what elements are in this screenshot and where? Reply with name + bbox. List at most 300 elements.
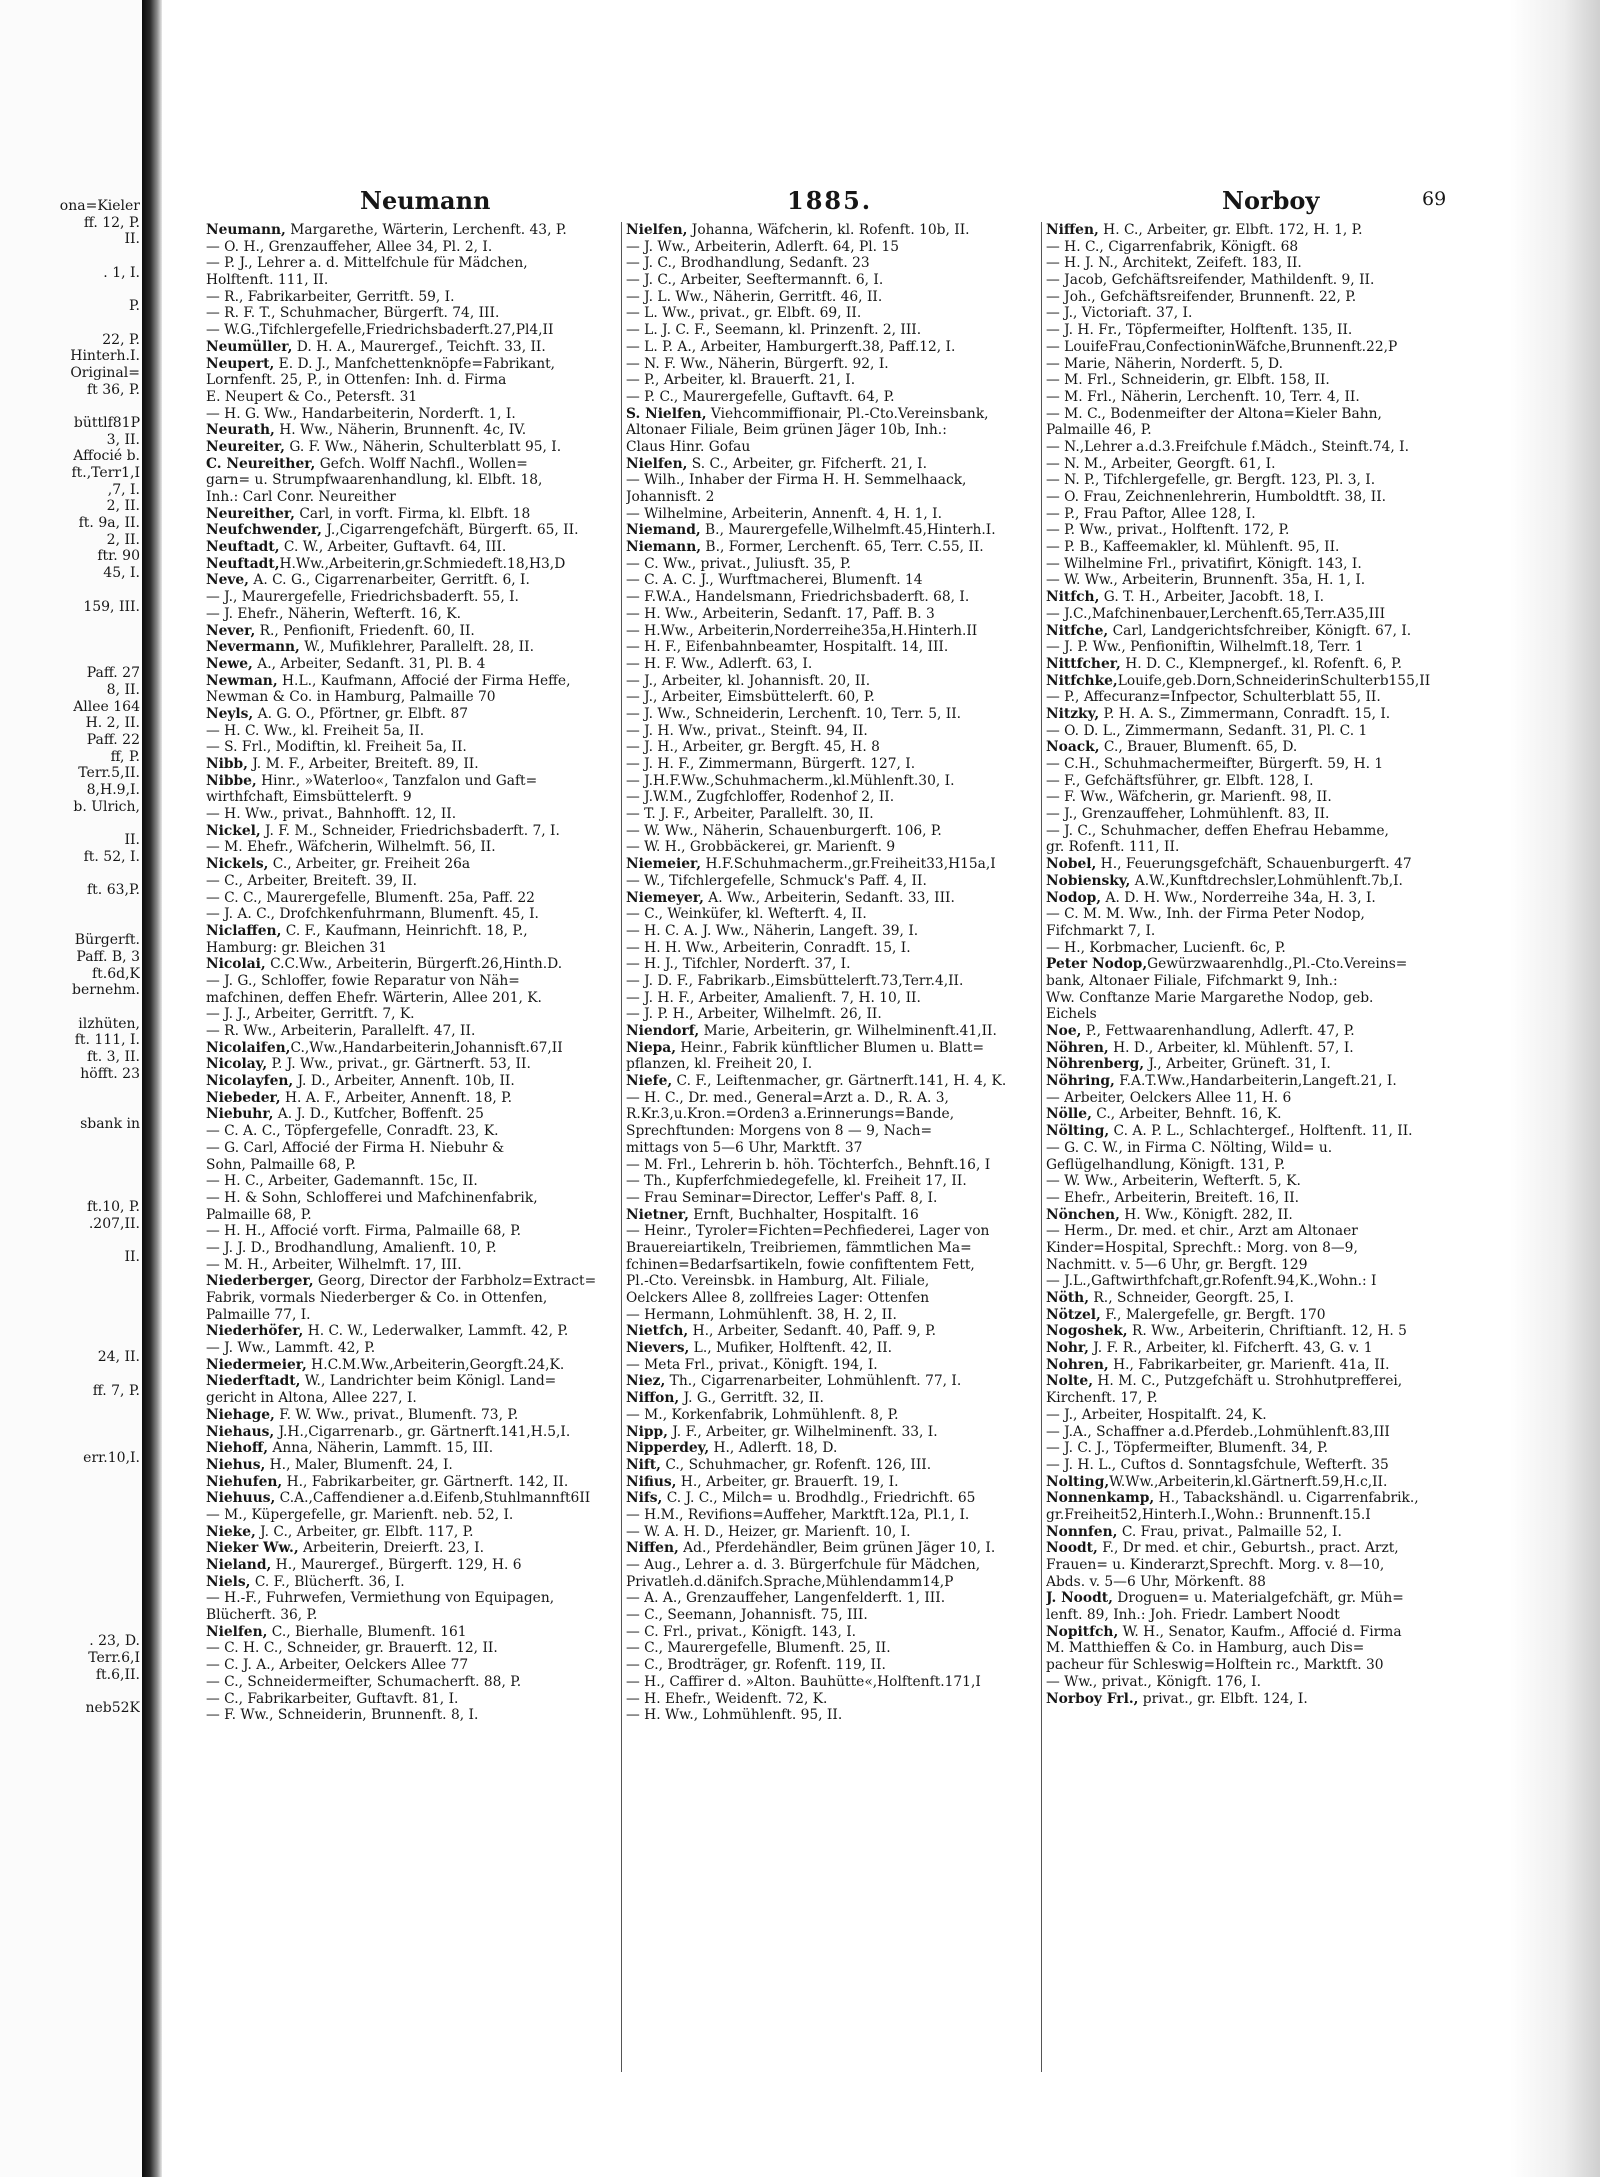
directory-entry-line: — M., Küpergefelle, gr. Marienft. neb. 52, I. — [206, 1506, 514, 1523]
directory-entry-line: — H. Ww., privat., Bahnhofft. 12, II. — [206, 806, 457, 823]
directory-entry-line: Frauen= u. Kinderarzt,Sprechft. Morg. v. 8—10, — [1046, 1557, 1385, 1573]
margin-fragment: Terr.5,II. — [78, 765, 140, 782]
directory-entry-line: garn= u. Strumpfwaarenhandlung, kl. Elbft. 18, — [206, 472, 543, 489]
directory-entry-line: Niendorf, Marie, Arbeiterin, gr. Wilhelminenft.41,II. — [626, 1023, 997, 1039]
directory-entry-line: Nietner, Ernft, Buchhalter, Hospitalft. 16 — [626, 1206, 919, 1223]
directory-entry-line: — Wilhelmine Frl., privatifirt, Königft. 143, I. — [1046, 555, 1362, 572]
directory-entry-line: Nöhring, F.A.T.Ww.,Handarbeiterin,Langeft.21, I. — [1046, 1073, 1397, 1090]
directory-entry-line: Norboy Frl., privat., gr. Elbft. 124, I. — [1046, 1690, 1308, 1707]
directory-entry-line: — Meta Frl., privat., Königft. 194, I. — [626, 1356, 878, 1373]
directory-entry-line: Inh.: Carl Conr. Neureither — [206, 489, 396, 505]
directory-entry-line: — H. F., Eifenbahnbeamter, Hospitalft. 14, III. — [626, 639, 949, 656]
margin-fragment: II. — [124, 832, 140, 849]
margin-fragment: 2, II. — [106, 531, 140, 548]
directory-entry-line: Geflügelhandlung, Königft. 131, P. — [1046, 1156, 1286, 1173]
directory-entry-line: Nietfch, H., Arbeiter, Sedanft. 40, Paff. 9, P. — [626, 1323, 936, 1340]
margin-fragment — [0, 1183, 140, 1200]
directory-entry-line: — P., Arbeiter, kl. Brauerft. 21, I. — [626, 372, 856, 389]
directory-entry-line: Nitfche, Carl, Landgerichtsfchreiber, Königft. 67, I. — [1046, 622, 1412, 639]
margin-fragment — [0, 1416, 140, 1433]
directory-entry-line: Niez, Th., Cigarrenarbeiter, Lohmühlenft. 77, I. — [626, 1373, 962, 1390]
directory-entry-line: — H. C. Ww., kl. Freiheit 5a, II. — [206, 722, 425, 739]
margin-fragment — [0, 1149, 140, 1166]
directory-entry-line: Holftenft. 111, II. — [206, 272, 329, 289]
directory-entry-line: Neyls, A. G. O., Pförtner, gr. Elbft. 87 — [206, 705, 469, 722]
directory-entry-line: — H.Ww., Arbeiterin,Norderreihe35a,H.Hinterh.II — [626, 622, 978, 639]
directory-entry-line: — C., Fabrikarbeiter, Guftavft. 81, I. — [206, 1690, 459, 1707]
directory-entry-line: — J. J., Arbeiter, Gerritft. 7, K. — [206, 1006, 415, 1023]
margin-fragment: ft. 9a, II. — [78, 515, 140, 532]
directory-entry-line: — S. Frl., Modiftin, kl. Freiheit 5a, II. — [206, 739, 467, 756]
directory-entry-line: Niehage, F. W. Ww., privat., Blumenft. 73, P. — [206, 1406, 519, 1423]
directory-entry-line: — H. Ww., Arbeiterin, Sedanft. 17, Paff. B. 3 — [626, 605, 935, 622]
directory-entry-line: Nift, C., Schuhmacher, gr. Rofenft. 126, III. — [626, 1456, 932, 1473]
directory-entry-line: Nielfen, S. C., Arbeiter, gr. Fifcherft. 21, I. — [626, 455, 928, 472]
directory-entry-line: fchinen=Bedarfsartikeln, fowie confiftentem Fett, — [626, 1256, 975, 1273]
directory-entry-line: — C., Brodträger, gr. Rofenft. 119, II. — [626, 1657, 886, 1674]
directory-entry-line: Newe, A., Arbeiter, Sedanft. 31, Pl. B. 4 — [206, 655, 486, 672]
directory-entry-line: Nicolai, C.C.Ww., Arbeiterin, Bürgerft.26,Hinth.D. — [206, 956, 563, 973]
directory-entry-line: — P. J., Lehrer a. d. Mittelfchule für Mädchen, — [206, 255, 528, 272]
directory-entry-line: Fabrik, vormals Niederberger & Co. in Ottenfen, — [206, 1290, 548, 1306]
directory-entry-line: Privatleh.d.dänifch.Sprache,Mühlendamm14,P — [626, 1573, 954, 1590]
margin-fragment: Hinterh.I. — [70, 348, 140, 365]
margin-fragment — [0, 1400, 140, 1417]
page-header — [162, 186, 1600, 216]
directory-entry-line: Nittfcher, H. D. C., Klempnergef., kl. Rofenft. 6, P. — [1046, 655, 1403, 672]
directory-entry-line: Niffon, J. G., Gerritft. 32, II. — [626, 1390, 824, 1407]
directory-entry-line: Nohr, J. F. R., Arbeiter, kl. Fifcherft. 43, G. v. 1 — [1046, 1340, 1373, 1357]
directory-entry-line: — J. Ehefr., Näherin, Wefterft. 16, K. — [206, 605, 461, 622]
directory-entry-line: — M., Korkenfabrik, Lohmühlenft. 8, P. — [626, 1406, 899, 1423]
margin-fragment — [0, 615, 140, 632]
margin-fragment — [0, 649, 140, 666]
directory-entry-line: Nipp, J. F., Arbeiter, gr. Wilhelminenft. 33, I. — [626, 1423, 938, 1440]
directory-entry-line: Nifs, C. J. C., Milch= u. Brodhdlg., Friedrichft. 65 — [626, 1490, 976, 1507]
directory-entry-line: — J. H. F., Arbeiter, Amalienft. 7, H. 10, II. — [626, 989, 921, 1006]
margin-fragment — [0, 1099, 140, 1116]
directory-entry-line: R.Kr.3,u.Kron.=Orden3 a.Erinnerungs=Bande, — [626, 1106, 955, 1123]
directory-entry-line: — N. P., Tifchlergefelle, gr. Bergft. 123, Pl. 3, I. — [1046, 472, 1376, 489]
margin-fragment: Allee 164 — [73, 698, 140, 715]
directory-entry-line: Niffen, H. C., Arbeiter, gr. Elbft. 172, H. 1, P. — [1046, 222, 1363, 238]
directory-entry-line: S. Nielfen, Viehcommiffionair, Pl.-Cto.Vereinsbank, — [626, 405, 989, 422]
directory-entry-line: Nölle, C., Arbeiter, Behnft. 16, K. — [1046, 1106, 1282, 1123]
directory-entry-line: — P., Affecuranz=Infpector, Schulterblatt 55, II. — [1046, 689, 1381, 706]
directory-entry-line: Newman & Co. in Hamburg, Palmaille 70 — [206, 689, 496, 706]
directory-entry-line: — H. C. A. J. Ww., Näherin, Langeft. 39, I. — [626, 922, 919, 939]
margin-fragment — [0, 315, 140, 332]
directory-entry-line: — J. Ww., Schneiderin, Lerchenft. 10, Terr. 5, II. — [626, 705, 962, 722]
margin-fragment: H. 2, II. — [85, 715, 140, 732]
directory-entry-line: — J., Arbeiter, kl. Johannisft. 20, II. — [626, 672, 871, 689]
directory-entry-line: Niemeyer, A. Ww., Arbeiterin, Sedanft. 33, III. — [626, 889, 955, 906]
margin-fragment: b. Ulrich, — [73, 798, 140, 815]
directory-entry-line: — M. C., Bodenmeifter der Altona=Kieler Bahn, — [1046, 405, 1382, 422]
directory-entry-line: — P. Ww., privat., Holftenft. 172, P. — [1046, 522, 1290, 539]
margin-fragment: Paff. 22 — [86, 732, 140, 748]
directory-entry-line: — Wilh., Inhaber der Firma H. H. Semmelhaack, — [626, 472, 967, 489]
directory-entry-line: — H. C., Dr. med., General=Arzt a. D., R. A. 3, — [626, 1089, 949, 1106]
directory-entry-line: Neureiter, G. F. Ww., Näherin, Schulterblatt 95, I. — [206, 438, 562, 455]
directory-entry-line: — M. Frl., Schneiderin, gr. Elbft. 158, II. — [1046, 372, 1330, 389]
directory-entry-line: — F. Ww., Wäfcherin, gr. Marienft. 98, II. — [1046, 789, 1332, 806]
margin-fragment: ft.6,II. — [95, 1666, 140, 1683]
margin-fragment — [0, 899, 140, 916]
directory-entry-line: — H. J. N., Architekt, Zeifeft. 183, II. — [1046, 255, 1302, 272]
margin-fragment — [0, 1433, 140, 1450]
directory-entry-line: — J. Ww., Arbeiterin, Adlerft. 64, Pl. 15 — [626, 238, 900, 255]
directory-entry-line: Nolting,W.Ww.,Arbeiterin,kl.Gärtnerft.59,H.c,II. — [1046, 1473, 1388, 1490]
directory-entry-line: Newman, H.L., Kaufmann, Affocié der Firma Heffe, — [206, 672, 571, 689]
directory-entry-line: Nevermann, W., Mufiklehrer, Parallelft. 28, II. — [206, 639, 534, 656]
directory-entry-line: — J., Victoriaft. 37, I. — [1046, 305, 1193, 322]
directory-entry-line: Nonnfen, C. Frau, privat., Palmaille 52, I. — [1046, 1523, 1342, 1540]
directory-entry-line: gr.Freiheit52,Hinterh.I.,Wohn.: Brunnenft.15.I — [1046, 1506, 1371, 1523]
page-number: 69 — [1422, 188, 1447, 210]
directory-entry-line: Nachmitt. v. 5—6 Uhr, gr. Bergft. 129 — [1046, 1256, 1308, 1273]
margin-fragment: ft. 111, I. — [74, 1032, 140, 1049]
directory-entry-line: E. Neupert & Co., Petersft. 31 — [206, 388, 418, 405]
margin-fragment: Terr.6,I — [88, 1649, 140, 1666]
directory-entry-line: — L. Ww., privat., gr. Elbft. 69, II. — [626, 305, 862, 322]
left-page-edge — [0, 0, 142, 2177]
directory-entry-line: — J. C. J., Töpfermeifter, Blumenft. 34, P. — [1046, 1440, 1329, 1457]
directory-entry-line: — J. A. C., Drofchkenfuhrmann, Blumenft. 45, I. — [206, 906, 539, 923]
directory-entry-line: — C. A. C., Töpfergefelle, Conradft. 23, K. — [206, 1123, 499, 1140]
directory-entry-line: — H. H. Ww., Arbeiterin, Conradft. 15, I. — [626, 939, 911, 956]
margin-fragment — [0, 1333, 140, 1350]
directory-entry-line: — J. P. H., Arbeiter, Wilhelmft. 26, II. — [626, 1006, 882, 1023]
directory-entry-line: — H. Ww., Lohmühlenft. 95, II. — [626, 1707, 843, 1724]
directory-column-3 — [1046, 222, 1458, 2082]
margin-fragment — [0, 999, 140, 1016]
directory-entry-line: Niefe, C. F., Leiftenmacher, gr. Gärtnerft.141, H. 4, K. — [626, 1073, 1007, 1090]
directory-entry-line: Niehufen, H., Fabrikarbeiter, gr. Gärtnerft. 142, II. — [206, 1473, 569, 1490]
margin-fragment — [0, 1683, 140, 1700]
directory-entry-line: — L. P. A., Arbeiter, Hamburgerft.38, Paff.12, I. — [626, 338, 956, 355]
directory-entry-line: Nogoshek, R. Ww., Arbeiterin, Chriftianft. 12, H. 5 — [1046, 1323, 1407, 1340]
directory-entry-line: Noack, C., Brauer, Blumenft. 65, D. — [1046, 739, 1298, 756]
directory-entry-line: — W. Ww., Arbeiterin, Wefterft. 5, K. — [1046, 1173, 1301, 1190]
margin-fragment — [0, 1533, 140, 1550]
directory-entry-line: — J.L.,Gaftwirthfchaft,gr.Rofenft.94,K.,Wohn.: I — [1046, 1273, 1377, 1290]
directory-entry-line: Niels, C. F., Blücherft. 36, I. — [206, 1573, 405, 1590]
directory-entry-line: Palmaille 68, P. — [206, 1206, 312, 1223]
directory-entry-line: mittags von 5—6 Uhr, Marktft. 37 — [626, 1139, 863, 1156]
directory-entry-line: — J., Arbeiter, Eimsbüttelerft. 60, P. — [626, 689, 875, 706]
directory-entry-line: lenft. 89, Inh.: Joh. Friedr. Lambert Noodt — [1046, 1607, 1340, 1624]
margin-fragment: ,7, I. — [107, 481, 140, 498]
directory-entry-line: — H. Ehefr., Weidenft. 72, K. — [626, 1690, 828, 1707]
directory-entry-line: M. Matthieffen & Co. in Hamburg, auch Dis= — [1046, 1640, 1365, 1657]
directory-entry-line: — J. P. Ww., Penfioniftin, Wilhelmft.18, Terr. 1 — [1046, 639, 1364, 656]
directory-entry-line: — O. D. L., Zimmermann, Sedanft. 31, Pl. C. 1 — [1046, 722, 1368, 739]
directory-entry-line: — Ehefr., Arbeiterin, Breiteft. 16, II. — [1046, 1189, 1300, 1206]
directory-entry-line: — F.W.A., Handelsmann, Friedrichsbaderft. 68, I. — [626, 589, 970, 606]
margin-fragment — [0, 1233, 140, 1250]
directory-entry-line: — M. Frl., Näherin, Lerchenft. 10, Terr. 4, II. — [1046, 388, 1360, 405]
directory-entry-line: — A. A., Grenzauffeher, Langenfelderft. 1, III. — [626, 1590, 946, 1607]
margin-fragment: ft. 63,P. — [86, 882, 140, 899]
margin-fragment: ft. 3, II. — [86, 1049, 140, 1066]
directory-entry-line: — R., Fabrikarbeiter, Gerritft. 59, I. — [206, 288, 455, 305]
margin-fragment: ft.10, P. — [86, 1199, 140, 1216]
directory-column-2 — [626, 222, 1038, 2082]
directory-entry-line: Niemand, B., Maurergefelle,Wilhelmft.45,Hinterh.I. — [626, 522, 996, 539]
directory-entry-line: Nielfen, C., Bierhalle, Blumenft. 161 — [206, 1623, 467, 1640]
directory-entry-line: pacheur für Schleswig=Holftein rc., Marktft. 30 — [1046, 1657, 1384, 1674]
directory-entry-line: Nöhren, H. D., Arbeiter, kl. Mühlenft. 57, I. — [1046, 1039, 1354, 1056]
directory-entry-line: Noe, P., Fettwaarenhandlung, Adlerft. 47, P. — [1046, 1023, 1355, 1039]
directory-entry-line: Brauereiartikeln, Treibriemen, fämmtlichen Ma= — [626, 1239, 972, 1256]
margin-fragment: neb52K — [85, 1699, 140, 1716]
directory-entry-line: — P., Frau Paftor, Allee 128, I. — [1046, 505, 1256, 522]
directory-entry-line: Nievers, L., Mufiker, Holftenft. 42, II. — [626, 1340, 893, 1357]
directory-entry-line: — C. M. M. Ww., Inh. der Firma Peter Nodop, — [1046, 906, 1365, 923]
margin-fragment — [0, 815, 140, 832]
directory-entry-line: — J. C., Arbeiter, Seeftermannft. 6, I. — [626, 272, 884, 289]
directory-entry-line: Niepa, Heinr., Fabrik künftlicher Blumen u. Blatt= — [626, 1039, 985, 1056]
directory-entry-line: — J. J. D., Brodhandlung, Amalienft. 10, P. — [206, 1239, 497, 1256]
directory-entry-line: Neve, A. C. G., Cigarrenarbeiter, Gerritft. 6, I. — [206, 572, 530, 589]
directory-entry-line: — R. Ww., Arbeiterin, Parallelft. 47, II. — [206, 1023, 476, 1039]
directory-entry-line: — J. H. Fr., Töpfermeifter, Holftenft. 135, II. — [1046, 322, 1353, 339]
directory-entry-line: — W. Ww., Näherin, Schauenburgerft. 106, P. — [626, 822, 942, 839]
directory-entry-line: — C. Ww., privat., Juliusft. 35, P. — [626, 555, 851, 572]
margin-fragment — [0, 916, 140, 933]
directory-entry-line: — M. H., Arbeiter, Wilhelmft. 17, III. — [206, 1256, 462, 1273]
directory-entry-line: Nönchen, H. Ww., Königft. 282, II. — [1046, 1206, 1293, 1223]
directory-entry-line: Nicolaifen,C.,Ww.,Handarbeiterin,Johannisft.67,II — [206, 1039, 563, 1056]
directory-entry-line: Nickel, J. F. M., Schneider, Friedrichsbaderft. 7, I. — [206, 822, 560, 839]
margin-fragment — [0, 398, 140, 415]
column-divider — [621, 222, 622, 2072]
directory-entry-line: Sohn, Palmaille 68, P. — [206, 1156, 356, 1173]
directory-entry-line: — C., Seemann, Johannisft. 75, III. — [626, 1607, 868, 1624]
directory-entry-line: — J. H. L., Cuftos d. Sonntagsfchule, Wefterft. 35 — [1046, 1456, 1389, 1473]
directory-entry-line: Neuftadt,H.Ww.,Arbeiterin,gr.Schmiedeft.18,H3,D — [206, 555, 566, 572]
directory-entry-line: Nopitfch, W. H., Senator, Kaufm., Affocié d. Firma — [1046, 1623, 1402, 1640]
directory-entry-line: Niehus, H., Maler, Blumenft. 24, I. — [206, 1456, 453, 1473]
directory-entry-line: Hamburg: gr. Bleichen 31 — [206, 939, 387, 956]
directory-entry-line: — C. Frl., privat., Königft. 143, I. — [626, 1623, 857, 1640]
margin-fragment: bernehm. — [72, 982, 140, 999]
margin-fragment: 2, II. — [106, 498, 140, 515]
margin-fragment — [0, 1266, 140, 1283]
directory-entry-line: — J. G., Schloffer, fowie Reparatur von Näh= — [206, 972, 520, 989]
margin-fragment — [0, 1583, 140, 1600]
margin-fragment — [0, 1283, 140, 1300]
directory-entry-line: Nibbe, Hinr., »Waterloo«, Tanzfalon und Gaft= — [206, 772, 538, 789]
directory-entry-line: Nibb, J. M. F., Arbeiter, Breiteft. 89, II. — [206, 756, 479, 772]
margin-fragment: .207,II. — [88, 1215, 140, 1232]
directory-entry-line: Niclaffen, C. F., Kaufmann, Heinrichft. 18, P., — [206, 922, 528, 939]
directory-entry-line: Nicolay, P. J. Ww., privat., gr. Gärtnerft. 53, II. — [206, 1056, 531, 1073]
directory-entry-line: — Aug., Lehrer a. d. 3. Bürgerfchule für Mädchen, — [626, 1557, 981, 1573]
directory-entry-line: — O. H., Grenzauffeher, Allee 34, Pl. 2, I. — [206, 238, 493, 255]
directory-entry-line: — W. Ww., Arbeiterin, Brunnenft. 35a, H. 1, I. — [1046, 572, 1366, 589]
margin-fragment: err.10,I. — [83, 1449, 140, 1466]
margin-fragment: 8, II. — [106, 681, 140, 698]
directory-entry-line: — H., Korbmacher, Lucienft. 6c, P. — [1046, 939, 1286, 956]
margin-fragment — [0, 1500, 140, 1517]
margin-fragment: büttlf81P — [73, 414, 140, 431]
directory-entry-line: — C., Schneidermeifter, Schumacherft. 88, P. — [206, 1673, 522, 1690]
directory-entry-line: Kirchenft. 17, P. — [1046, 1390, 1158, 1407]
directory-entry-line: — G. Carl, Affocié der Firma H. Niebuhr & — [206, 1139, 505, 1156]
directory-entry-line: Nobiensky, A.W.,Kunftdrechsler,Lohmühlenft.7b,I. — [1046, 872, 1403, 889]
margin-fragment: Paff. B, 3 — [76, 948, 140, 965]
directory-entry-line: Eichels — [1046, 1006, 1097, 1023]
directory-entry-line: — H.M., Revifions=Auffeher, Marktft.12a, Pl.1, I. — [626, 1506, 970, 1523]
margin-fragment: . 23, D. — [89, 1633, 140, 1650]
directory-entry-line: pflanzen, kl. Freiheit 20, I. — [626, 1056, 813, 1073]
directory-entry-line: Neupert, E. D. J., Manfchettenknöpfe=Fabrikant, — [206, 355, 556, 372]
directory-entry-line: — L. J. C. F., Seemann, kl. Prinzenft. 2, III. — [626, 322, 922, 339]
directory-entry-line: — Heinr., Tyroler=Fichten=Pechfiederei, Lager von — [626, 1223, 990, 1240]
directory-entry-line: — J.C.,Mafchinenbauer,Lerchenft.65,Terr.A35,III — [1046, 605, 1386, 622]
margin-fragment: ft 36, P. — [86, 381, 140, 398]
directory-entry-line: Nickels, C., Arbeiter, gr. Freiheit 26a — [206, 856, 471, 873]
directory-entry-line: Nieker Ww., Arbeiterin, Dreierft. 23, I. — [206, 1540, 484, 1557]
margin-fragment — [0, 1316, 140, 1333]
directory-entry-line: Neuftadt, C. W., Arbeiter, Guftavft. 64, III. — [206, 539, 507, 556]
directory-entry-line: — H. C., Arbeiter, Gademannft. 15c, II. — [206, 1173, 478, 1190]
directory-entry-line: Altonaer Filiale, Beim grünen Jäger 10b, Inh.: — [626, 422, 947, 439]
directory-entry-line: Claus Hinr. Gofau — [626, 438, 751, 455]
directory-entry-line: — C. J. A., Arbeiter, Oelckers Allee 77 — [206, 1657, 469, 1674]
directory-entry-line: Niedermeier, H.C.M.Ww.,Arbeiterin,Georgft.24,K. — [206, 1356, 565, 1373]
directory-entry-line: — P. C., Maurergefelle, Guftavft. 64, P. — [626, 388, 895, 405]
margin-fragment — [0, 1566, 140, 1583]
margin-fragment: 8,H.9,I. — [86, 782, 140, 799]
directory-entry-line: C. Neureither, Gefch. Wolff Nachfl., Wollen= — [206, 455, 528, 472]
directory-entry-line: — LouifeFrau,ConfectioninWäfche,Brunnenft.22,P — [1046, 338, 1398, 355]
directory-entry-line: Never, R., Penfionift, Friedenft. 60, II. — [206, 622, 475, 639]
directory-entry-line: — G. C. W., in Firma C. Nölting, Wild= u. — [1046, 1139, 1333, 1156]
directory-entry-line: Nitfchke,Louife,geb.Dorn,SchneiderinSchulterb155,II — [1046, 672, 1431, 689]
directory-entry-line: — Ww., privat., Königft. 176, I. — [1046, 1673, 1261, 1690]
margin-fragment: 159, III. — [83, 598, 140, 615]
directory-entry-line: — J. L. Ww., Näherin, Gerritft. 46, II. — [626, 288, 883, 305]
directory-entry-line: — J. C., Schuhmacher, deffen Ehefrau Hebamme, — [1046, 822, 1389, 839]
directory-entry-line: Kinder=Hospital, Sprechft.: Morg. von 8—9, — [1046, 1239, 1358, 1256]
directory-entry-line: Nonnenkamp, H., Tabackshändl. u. Cigarrenfabrik., — [1046, 1490, 1419, 1507]
left-page-margin-text — [0, 198, 140, 1717]
directory-entry-line: Nöth, R., Schneider, Georgft. 25, I. — [1046, 1290, 1294, 1306]
directory-entry-line: Palmaille 77, I. — [206, 1306, 311, 1323]
directory-entry-line: — Arbeiter, Oelckers Allee 11, H. 6 — [1046, 1089, 1292, 1106]
directory-entry-line: Niffen, Ad., Pferdehändler, Beim grünen Jäger 10, I. — [626, 1540, 996, 1557]
margin-fragment — [0, 1299, 140, 1316]
directory-entry-line: Peter Nodop,Gewürzwaarenhdlg.,Pl.-Cto.Vereins= — [1046, 956, 1408, 973]
margin-fragment: ft.6d,K — [91, 965, 140, 982]
directory-entry-line: gericht in Altona, Allee 227, I. — [206, 1390, 417, 1407]
directory-entry-line: — M. Frl., Lehrerin b. höh. Töchterfch., Behnft.16, I — [626, 1156, 991, 1173]
directory-entry-line: — C. C., Maurergefelle, Blumenft. 25a, Paff. 22 — [206, 889, 535, 906]
margin-fragment — [0, 582, 140, 599]
header-last-name: Norboy — [1222, 186, 1320, 215]
margin-fragment: ff. 12, P. — [83, 214, 140, 231]
margin-fragment: 22, P. — [102, 331, 140, 348]
margin-fragment — [0, 1516, 140, 1533]
directory-entry-line: Nobel, H., Feuerungsgefchäft, Schauenburgerft. 47 — [1046, 856, 1412, 873]
directory-entry-line: — P. B., Kaffeemakler, kl. Mühlenft. 95, II. — [1046, 539, 1340, 556]
directory-column-1 — [206, 222, 618, 2082]
directory-entry-line: Nöhrenberg, J., Arbeiter, Grüneft. 31, I. — [1046, 1056, 1331, 1073]
directory-entry-line: Niebuhr, A. J. D., Kutfcher, Boffenft. 25 — [206, 1106, 484, 1123]
margin-fragment: 3, II. — [106, 431, 140, 448]
directory-entry-line: Neufchwender, J.,Cigarrengefchäft, Bürgerft. 65, II. — [206, 522, 579, 539]
directory-entry-line: Fifchmarkt 7, I. — [1046, 922, 1156, 939]
directory-entry-line: Pl.-Cto. Vereinsbk. in Hamburg, Alt. Filiale, — [626, 1273, 930, 1290]
directory-entry-line: Nieland, H., Maurergef., Bürgerft. 129, H. 6 — [206, 1557, 522, 1573]
directory-entry-line: — Hermann, Lohmühlenft. 38, H. 2, II. — [626, 1306, 897, 1323]
margin-fragment — [0, 1133, 140, 1150]
directory-entry-line: Nötzel, F., Malergefelle, gr. Bergft. 170 — [1046, 1306, 1326, 1323]
directory-entry-line: Sprechftunden: Morgens von 8 — 9, Nach= — [626, 1123, 933, 1140]
directory-entry-line: — C. H. C., Schneider, gr. Brauerft. 12, II. — [206, 1640, 498, 1657]
directory-entry-line: J. Noodt, Droguen= u. Materialgefchäft, gr. Müh= — [1046, 1590, 1404, 1607]
directory-entry-line: Niemeier, H.F.Schuhmacherm.,gr.Freiheit33,H15a,I — [626, 856, 996, 873]
margin-fragment: II. — [124, 231, 140, 248]
directory-entry-line: — J.W.M., Zugfchloffer, Rodenhof 2, II. — [626, 789, 895, 806]
margin-fragment: 24, II. — [97, 1349, 140, 1366]
directory-entry-line: — T. J. F., Arbeiter, Parallelft. 30, II. — [626, 806, 874, 823]
margin-fragment — [0, 248, 140, 265]
margin-fragment — [0, 1600, 140, 1617]
margin-fragment: ona=Kieler — [59, 198, 140, 214]
directory-entry-line: Nifius, H., Arbeiter, gr. Brauerft. 19, I. — [626, 1473, 899, 1490]
directory-entry-line: — C., Maurergefelle, Blumenft. 25, II. — [626, 1640, 891, 1657]
directory-entry-line: — J., Grenzauffeher, Lohmühlenft. 83, II. — [1046, 806, 1330, 823]
directory-entry-line: Niebeder, H. A. F., Arbeiter, Annenft. 18, P. — [206, 1089, 513, 1106]
directory-entry-line: — W.G.,Tifchlergefelle,Friedrichsbaderft.27,Pl4,II — [206, 322, 554, 339]
page-shadow — [1510, 0, 1600, 2177]
margin-fragment: . 1, I. — [103, 264, 140, 281]
directory-entry-line: — J., Maurergefelle, Friedrichsbaderft. 55, I. — [206, 589, 519, 606]
margin-fragment — [0, 1483, 140, 1500]
directory-entry-line: Nitfch, G. T. H., Arbeiter, Jacobft. 18, I. — [1046, 589, 1324, 606]
margin-fragment: Bürgerft. — [74, 932, 140, 949]
margin-fragment: ff, P. — [110, 748, 140, 765]
directory-entry-line: — Wilhelmine, Arbeiterin, Annenft. 4, H. 1, I. — [626, 505, 943, 522]
directory-entry-line: — Jacob, Gefchäftsreifender, Mathildenft. 9, II. — [1046, 272, 1375, 289]
directory-entry-line: — W. A. H. D., Heizer, gr. Marienft. 10, I. — [626, 1523, 911, 1540]
margin-fragment — [0, 632, 140, 649]
directory-entry-line: Nipperdey, H., Adlerft. 18, D. — [626, 1440, 838, 1457]
directory-entry-line: Neurath, H. Ww., Näherin, Brunnenft. 4c, IV. — [206, 422, 527, 439]
directory-entry-line: bank, Altonaer Filiale, Fifchmarkt 9, Inh.: — [1046, 972, 1338, 989]
directory-entry-line: Neumann, Margarethe, Wärterin, Lerchenft. 43, P. — [206, 222, 567, 238]
margin-fragment: ff. 7, P. — [92, 1382, 140, 1399]
directory-entry-line: — H., Caffirer d. »Alton. Bauhütte«,Holftenft.171,I — [626, 1673, 981, 1690]
directory-entry-line: — H. G. Ww., Handarbeiterin, Norderft. 1, I. — [206, 405, 516, 422]
margin-fragment: Affocié b. — [73, 448, 140, 465]
directory-entry-line: — C.H., Schuhmachermeifter, Bürgerft. 59, H. 1 — [1046, 756, 1384, 772]
header-year: 1885. — [787, 186, 873, 215]
margin-fragment: P. — [128, 298, 140, 315]
margin-fragment: 45, I. — [103, 565, 140, 582]
directory-entry-line: Nölting, C. A. P. L., Schlachtergef., Holftenft. 11, II. — [1046, 1123, 1413, 1140]
directory-entry-line: Niederberger, Georg, Director der Farbholz=Extract= — [206, 1273, 597, 1290]
directory-entry-line: — J. H. Ww., privat., Steinft. 94, II. — [626, 722, 868, 739]
directory-entry-line: — F., Gefchäftsführer, gr. Elbft. 128, I. — [1046, 772, 1314, 789]
directory-entry-line: Abds. v. 5—6 Uhr, Mörkenft. 88 — [1046, 1573, 1266, 1590]
directory-entry-line: — H.-F., Fuhrwefen, Vermiethung von Equipagen, — [206, 1590, 555, 1607]
directory-entry-line: Nieke, J. C., Arbeiter, gr. Elbft. 117, P. — [206, 1523, 474, 1540]
